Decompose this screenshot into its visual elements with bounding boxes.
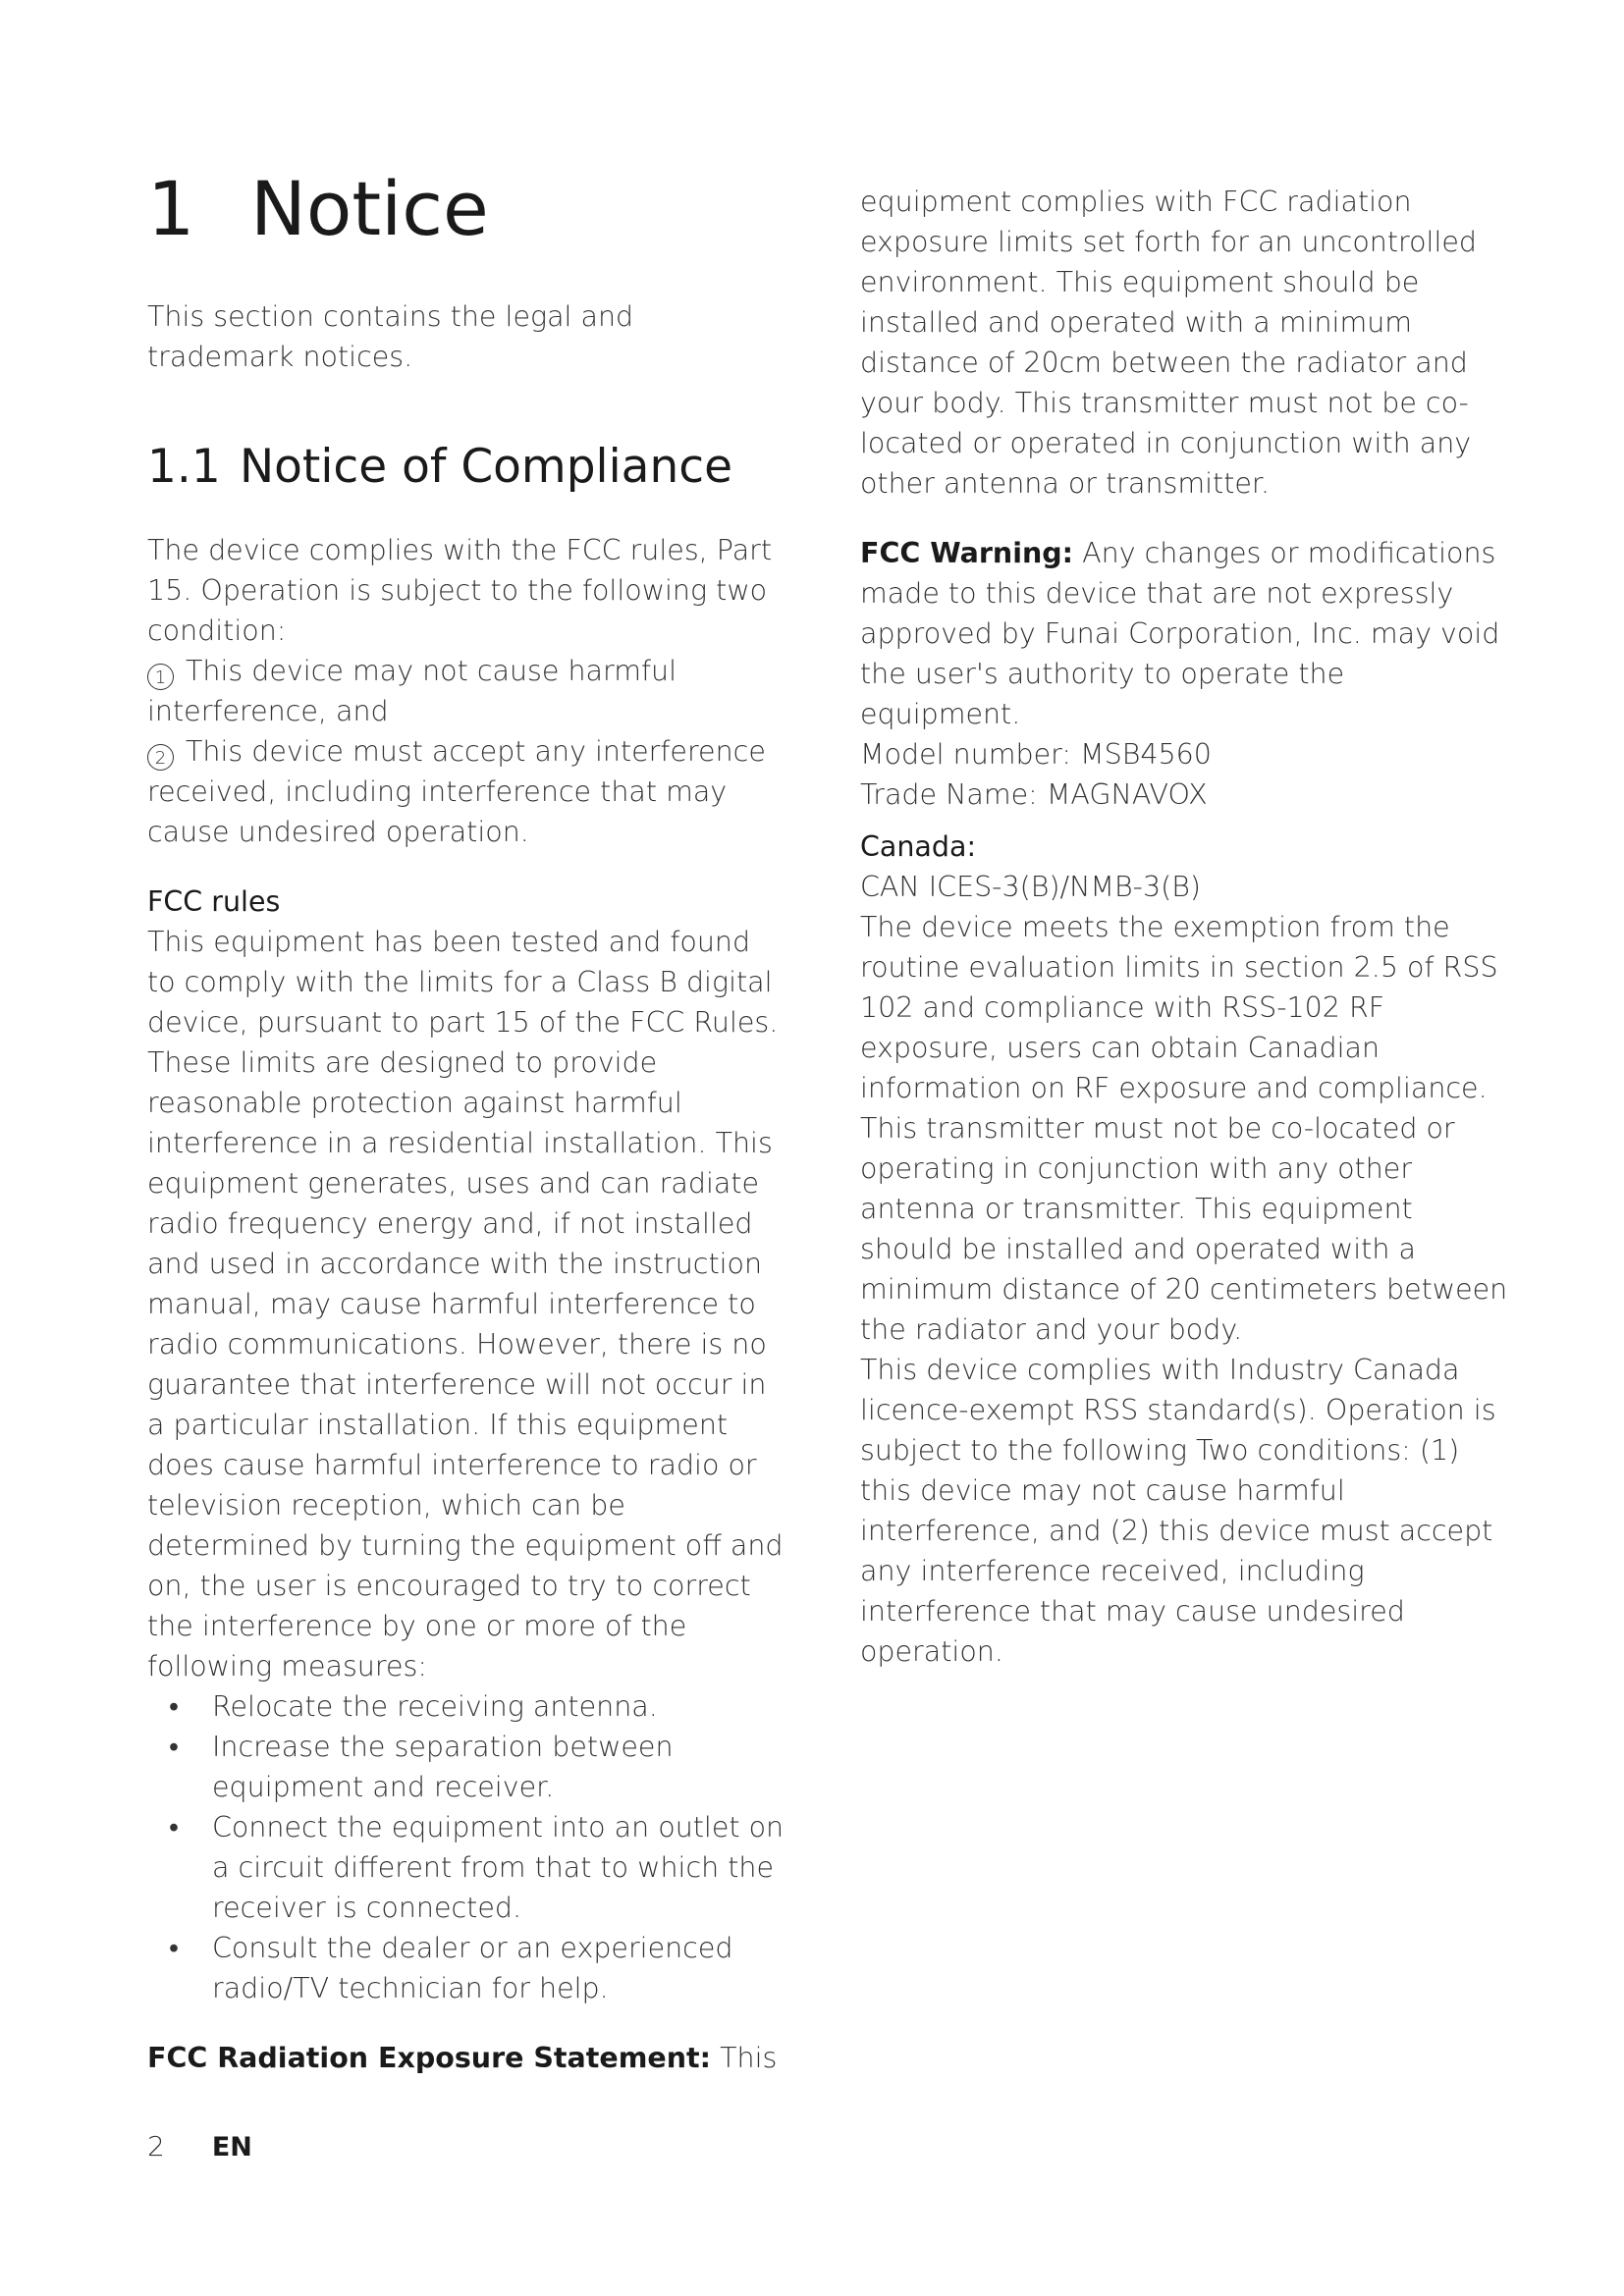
list-item-text: Connect the equipment into an outlet on a circuit different from that to which the receiver is connected. <box>212 1811 785 1924</box>
list-item <box>147 1686 785 1727</box>
language-label: EN <box>211 2132 252 2163</box>
fcc-warning-label: FCC Warning: <box>860 537 1074 569</box>
bullet-icon: • <box>169 1690 179 1723</box>
fcc-warning-text: Any changes or modifications made to this device that are not expressly approved by Funai Corporation, Inc. may void the user's authority to operate the equipment. <box>860 537 1500 730</box>
intro-text: This section contains the legal and trademark notices. <box>147 300 634 373</box>
section-number: 1.1 <box>147 440 221 494</box>
canada-heading: Canada: <box>860 830 977 863</box>
list-item <box>147 1727 785 1807</box>
fcc-rules-heading: FCC rules <box>147 885 281 918</box>
compliance-text: The device complies with the FCC rules, Part 15. Operation is subject to the following two condition: <box>147 534 773 647</box>
circled-number-1-icon: 1 <box>147 664 174 690</box>
bullet-icon: • <box>169 1811 179 1843</box>
list-item-text: Consult the dealer or an experienced radio/TV technician for help. <box>212 1932 733 2004</box>
chapter-title-text: Notice <box>250 165 489 252</box>
list-item <box>147 1928 785 2008</box>
canada-paragraph-3: This device complies with Industry Canada licence-exempt RSS standard(s). Operation is subject to the following Two conditions: (1) this device may not cause harmful interference, and (2) this device must accept any interference received, including interference that may cause undesired operation. <box>860 1354 1496 1668</box>
radiation-continued-text: equipment complies with FCC radiation exposure limits set forth for an uncontrolled environment. This equipment should be installed and operated with a minimum distance of 20cm between the radiator and your body. This transmitter must not be co-located or operated in conjunction with any other antenna or transmitter. <box>860 186 1478 500</box>
fcc-rules-text: This equipment has been tested and found to comply with the limits for a Class B digital device, pursuant to part 15 of the FCC Rules. These limits are designed to provide reasonable protection against harmful interference in a residential installation. This equipment generates, uses and can radiate radio frequency energy and, if not installed and used in accordance with the instruction manual, may cause harmful interference to radio communications. However, there is no guarantee that interference will not occur in a particular installation. If this equipment does cause harmful interference to radio or television reception, which can be determined by turning the equipment off and on, the user is encouraged to try to correct the interference by one or more of the following measures: <box>147 926 784 1682</box>
section-title-text: Notice of Compliance <box>240 440 732 494</box>
radiation-start-text: This <box>711 2042 778 2074</box>
list-item-text: Increase the separation between equipment and receiver. <box>212 1731 674 1803</box>
trade-name: Trade Name: MAGNAVOX <box>860 778 1208 811</box>
bullet-icon: • <box>169 1731 179 1763</box>
radiation-statement-start <box>147 2038 785 2078</box>
radiation-label: FCC Radiation Exposure Statement: <box>147 2042 712 2074</box>
right-column <box>860 182 1508 1672</box>
measures-list <box>147 1686 785 2008</box>
section-title <box>147 440 732 494</box>
page-number: 2 <box>147 2130 165 2163</box>
canada-code: CAN ICES-3(B)/NMB-3(B) <box>860 871 1201 903</box>
list-item-text: Relocate the receiving antenna. <box>212 1690 658 1723</box>
canada-paragraph-2: This transmitter must not be co-located or operating in conjunction with any other antenna or transmitter. This equipment should be installed and operated with a minimum distance of 20 centimeters between the radiator and your body. <box>860 1112 1508 1346</box>
list-item <box>147 1807 785 1928</box>
bullet-icon: • <box>169 1932 179 1964</box>
page-footer <box>147 2130 252 2163</box>
fcc-warning <box>860 533 1508 734</box>
chapter-number: 1 <box>147 165 195 252</box>
canada-paragraph-1: The device meets the exemption from the routine evaluation limits in section 2.5 of RSS 102 and compliance with RSS-102 RF exposure, users can obtain Canadian information on RF exposure and compliance. <box>860 911 1498 1104</box>
condition-2-text: This device must accept any interference received, including interference that may cause undesired operation. <box>147 735 766 848</box>
left-column <box>147 530 785 2078</box>
condition-2 <box>147 731 785 852</box>
intro-block <box>147 296 785 377</box>
chapter-title <box>147 165 489 252</box>
circled-number-2-icon: 2 <box>147 744 174 771</box>
condition-1 <box>147 651 785 731</box>
condition-1-text: This device may not cause harmful interference, and <box>147 655 677 727</box>
model-number: Model number: MSB4560 <box>860 738 1212 771</box>
